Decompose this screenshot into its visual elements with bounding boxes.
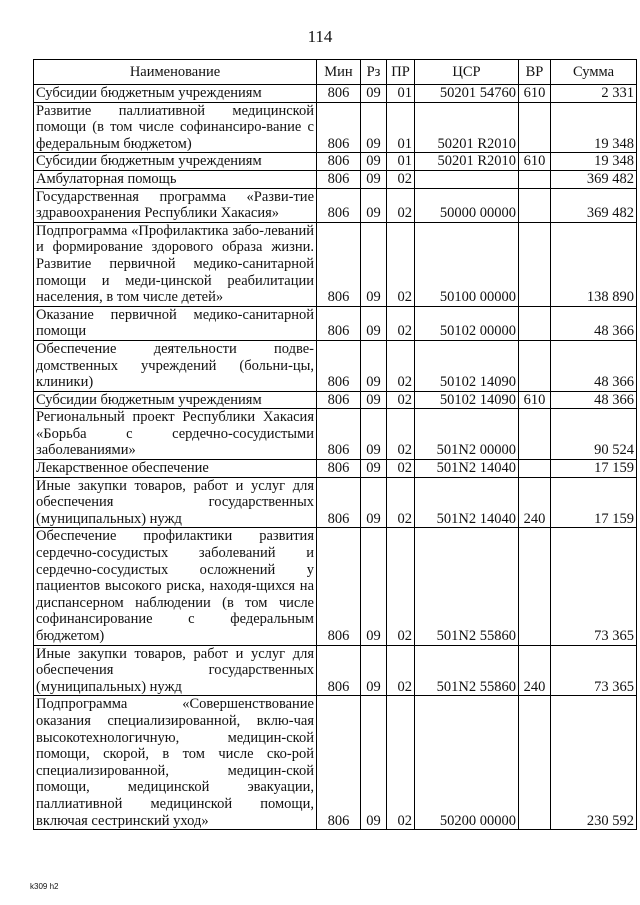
cell-rz: 09 [361,696,387,830]
header-name: Наименование [34,60,317,85]
cell-vr [519,409,551,460]
cell-csr: 501N2 55860 [415,528,519,645]
header-min: Мин [317,60,361,85]
cell-pr: 02 [387,306,415,340]
table-row [34,153,637,171]
cell-csr: 501N2 14040 [415,477,519,528]
table-row [34,696,637,830]
cell-pr: 02 [387,170,415,188]
cell-pr: 02 [387,222,415,306]
cell-name: Обеспечение деятельности подве-домственных учреждений (больни-цы, клиники) [34,340,317,391]
cell-vr [519,306,551,340]
cell-sum: 19 348 [551,102,637,153]
cell-vr [519,340,551,391]
cell-min: 806 [317,528,361,645]
cell-name: Субсидии бюджетным учреждениям [34,391,317,409]
header-vr: ВР [519,60,551,85]
cell-vr [519,102,551,153]
cell-csr: 50000 00000 [415,188,519,222]
table-row [34,340,637,391]
cell-sum: 17 159 [551,477,637,528]
cell-name: Лекарственное обеспечение [34,460,317,478]
cell-csr: 50102 14090 [415,340,519,391]
cell-name: Подпрограмма «Профилактика забо-леваний и формирование здорового образа жизни. Развитие первичной медико-санитарной помощи и меди-цинской реабилитации населения, в том числе детей» [34,222,317,306]
table-row [34,477,637,528]
cell-pr: 01 [387,153,415,171]
cell-name: Иные закупки товаров, работ и услуг для обеспечения государственных (муниципальных) нужд [34,477,317,528]
cell-pr: 02 [387,460,415,478]
cell-rz: 09 [361,391,387,409]
cell-pr: 02 [387,188,415,222]
table-row [34,102,637,153]
cell-min: 806 [317,340,361,391]
cell-csr: 50201 R2010 [415,153,519,171]
cell-rz: 09 [361,528,387,645]
cell-name: Субсидии бюджетным учреждениям [34,153,317,171]
cell-csr: 50100 00000 [415,222,519,306]
table-row [34,528,637,645]
cell-sum: 369 482 [551,170,637,188]
cell-sum: 73 365 [551,645,637,696]
cell-pr: 02 [387,409,415,460]
cell-vr [519,188,551,222]
cell-min: 806 [317,696,361,830]
cell-vr [519,460,551,478]
cell-pr: 02 [387,391,415,409]
header-csr: ЦСР [415,60,519,85]
cell-sum: 48 366 [551,306,637,340]
cell-vr [519,170,551,188]
table-row [34,409,637,460]
cell-sum: 230 592 [551,696,637,830]
table-row [34,188,637,222]
cell-rz: 09 [361,170,387,188]
cell-sum: 73 365 [551,528,637,645]
cell-min: 806 [317,391,361,409]
cell-pr: 01 [387,85,415,103]
cell-csr: 50102 14090 [415,391,519,409]
cell-name: Подпрограмма «Совершенствование оказания специализированной, вклю-чая высокотехнологичную, медицин-ской помощи, скорой, в том числе ско-рой специализированной, медицин-ской помощи, медицинской эвакуации, паллиативной медицинской помощи, включая сестринский уход» [34,696,317,830]
table-row [34,170,637,188]
table-row [34,222,637,306]
cell-rz: 09 [361,409,387,460]
cell-name: Обеспечение профилактики развития сердечно-сосудистых заболеваний и сердечно-сосудистых осложнений у пациентов высокого риска, находя-щихся на диспансерном наблюдении (в том числе софинансирование с федеральным бюджетом) [34,528,317,645]
header-sum: Сумма [551,60,637,85]
cell-name: Субсидии бюджетным учреждениям [34,85,317,103]
cell-name: Амбулаторная помощь [34,170,317,188]
cell-sum: 48 366 [551,340,637,391]
cell-rz: 09 [361,477,387,528]
table-row [34,391,637,409]
cell-csr [415,170,519,188]
cell-rz: 09 [361,306,387,340]
cell-rz: 09 [361,645,387,696]
cell-vr: 240 [519,645,551,696]
header-rz: Рз [361,60,387,85]
cell-sum: 369 482 [551,188,637,222]
cell-min: 806 [317,188,361,222]
cell-sum: 138 890 [551,222,637,306]
cell-min: 806 [317,222,361,306]
cell-sum: 2 331 [551,85,637,103]
cell-rz: 09 [361,222,387,306]
cell-rz: 09 [361,460,387,478]
cell-csr: 50200 00000 [415,696,519,830]
table-row [34,85,637,103]
cell-min: 806 [317,153,361,171]
cell-rz: 09 [361,85,387,103]
cell-csr: 50201 54760 [415,85,519,103]
cell-csr: 501N2 14040 [415,460,519,478]
cell-vr: 240 [519,477,551,528]
cell-sum: 17 159 [551,460,637,478]
cell-name: Развитие паллиативной медицинской помощи (в том числе софинансиро-вание с федеральным бюджетом) [34,102,317,153]
cell-rz: 09 [361,188,387,222]
cell-pr: 01 [387,102,415,153]
cell-min: 806 [317,460,361,478]
table-header-row [34,60,637,85]
cell-vr: 610 [519,153,551,171]
cell-vr [519,696,551,830]
cell-rz: 09 [361,340,387,391]
header-pr: ПР [387,60,415,85]
cell-pr: 02 [387,477,415,528]
cell-vr: 610 [519,85,551,103]
footer-code: k309 h2 [30,882,59,891]
table-row [34,645,637,696]
cell-csr: 501N2 55860 [415,645,519,696]
cell-csr: 501N2 00000 [415,409,519,460]
page-number: 114 [307,27,333,46]
cell-min: 806 [317,477,361,528]
table-row [34,306,637,340]
cell-min: 806 [317,306,361,340]
cell-sum: 19 348 [551,153,637,171]
cell-pr: 02 [387,645,415,696]
cell-pr: 02 [387,696,415,830]
cell-min: 806 [317,85,361,103]
cell-rz: 09 [361,102,387,153]
cell-vr [519,528,551,645]
cell-name: Региональный проект Республики Хакасия «Борьба с сердечно-сосудистыми заболеваниями» [34,409,317,460]
cell-min: 806 [317,170,361,188]
cell-rz: 09 [361,153,387,171]
cell-vr [519,222,551,306]
cell-sum: 90 524 [551,409,637,460]
cell-min: 806 [317,409,361,460]
cell-name: Государственная программа «Разви-тие здравоохранения Республики Хакасия» [34,188,317,222]
table-row [34,460,637,478]
cell-name: Иные закупки товаров, работ и услуг для обеспечения государственных (муниципальных) нужд [34,645,317,696]
cell-csr: 50201 R2010 [415,102,519,153]
cell-min: 806 [317,645,361,696]
cell-pr: 02 [387,340,415,391]
cell-name: Оказание первичной медико-санитарной помощи [34,306,317,340]
cell-min: 806 [317,102,361,153]
cell-csr: 50102 00000 [415,306,519,340]
cell-vr: 610 [519,391,551,409]
cell-pr: 02 [387,528,415,645]
budget-table [33,59,637,830]
cell-sum: 48 366 [551,391,637,409]
